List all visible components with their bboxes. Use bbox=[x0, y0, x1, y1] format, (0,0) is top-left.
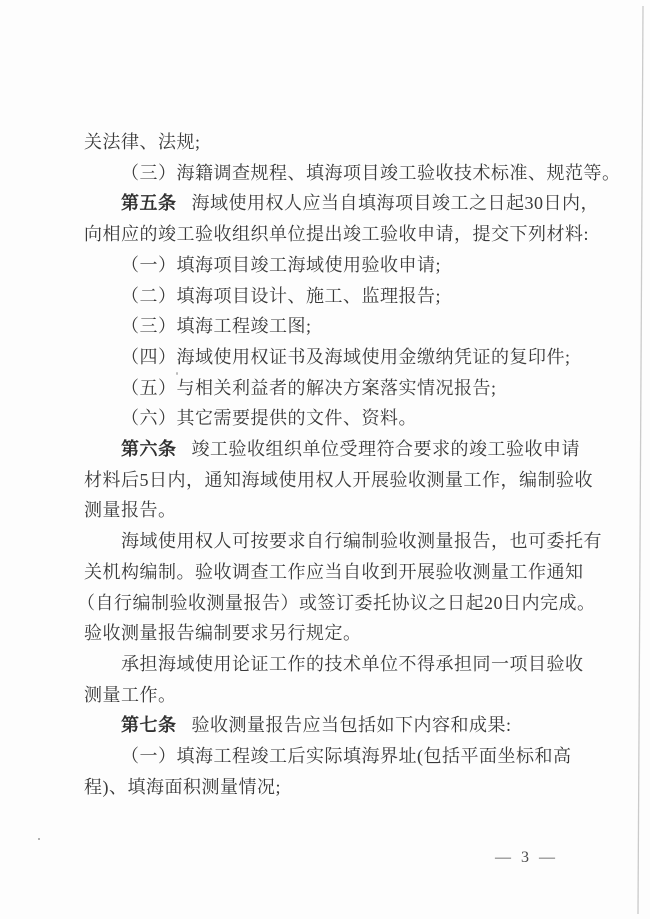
text-line: （六）其它需要提供的文件、资料。 bbox=[121, 408, 417, 429]
article-heading: 第六条 bbox=[121, 439, 177, 460]
text-line: 第六条 竣工验收组织单位受理符合要求的竣工验收申请 bbox=[121, 439, 580, 460]
text-line: （二）填海项目设计、施工、监理报告; bbox=[121, 285, 441, 306]
text-line: （三）海籍调查规程、填海项目竣工验收技术标准、规范等。 bbox=[121, 162, 621, 183]
text-line: 向相应的竣工验收组织单位提出竣工验收申请，提交下列材料: bbox=[84, 224, 589, 245]
scan-speck bbox=[176, 372, 178, 375]
text-line: 第五条 海域使用权人应当自填海项目竣工之日起30日内， bbox=[121, 193, 599, 214]
text-line: 关机构编制。验收调查工作应当自收到开展验收测量工作通知 bbox=[84, 561, 584, 582]
text-line: 程)、填海面积测量情况; bbox=[84, 776, 281, 797]
article-heading: 第五条 bbox=[121, 193, 177, 214]
text-line: 承担海域使用论证工作的技术单位不得承担同一项目验收 bbox=[121, 653, 584, 674]
page-number: — 3 — bbox=[495, 849, 558, 866]
text-line: 验收测量报告编制要求另行规定。 bbox=[84, 623, 362, 644]
text-line: （五）与相关利益者的解决方案落实情况报告; bbox=[121, 377, 497, 398]
text-line: 测量工作。 bbox=[84, 684, 177, 705]
text-line: （三）填海工程竣工图; bbox=[121, 316, 312, 337]
document-body bbox=[77, 127, 621, 802]
text-line: 第七条 验收测量报告应当包括如下内容和成果: bbox=[121, 715, 512, 736]
text-line: 测量报告。 bbox=[84, 500, 177, 521]
text-line: 关法律、法规; bbox=[84, 132, 201, 152]
article-heading: 第七条 bbox=[121, 715, 177, 736]
scan-speck bbox=[38, 838, 40, 840]
text-line: （一）填海工程竣工后实际填海界址(包括平面坐标和高 bbox=[121, 746, 572, 767]
text-line: （四）海域使用权证书及海域使用金缴纳凭证的复印件; bbox=[121, 346, 571, 367]
text-line: 材料后5日内，通知海域使用权人开展验收测量工作，编制验收 bbox=[84, 469, 593, 490]
text-line: 海域使用权人可按要求自行编制验收测量报告，也可委托有 bbox=[121, 531, 602, 552]
text-line: （自行编制验收测量报告）或签订委托协议之日起20日内完成。 bbox=[77, 592, 596, 613]
text-line: （一）填海项目竣工海域使用验收申请; bbox=[121, 254, 441, 275]
